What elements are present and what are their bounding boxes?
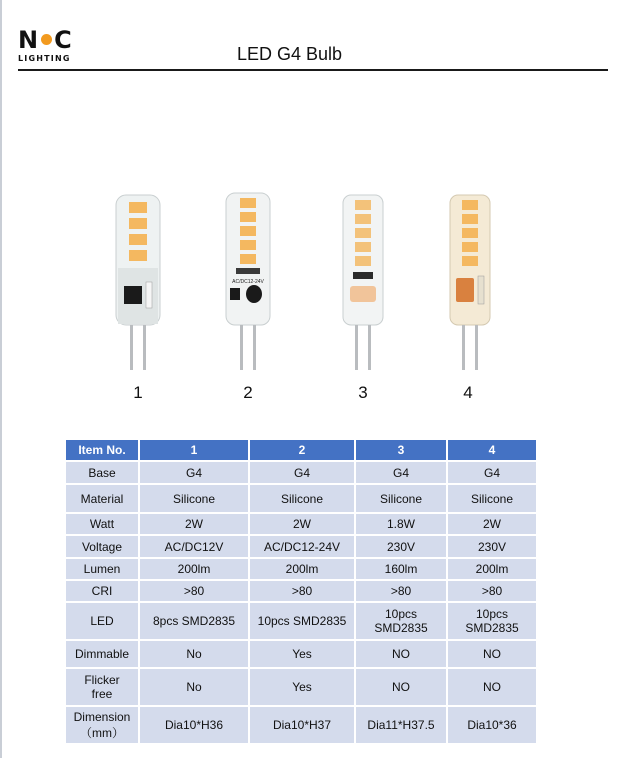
bulb-2-print: AC/DC12-24V xyxy=(232,279,264,285)
table-cell: 10pcs SMD2835 xyxy=(448,603,536,639)
table-cell: 2W xyxy=(250,514,354,534)
table-cell: 2W xyxy=(448,514,536,534)
bulb-image-4 xyxy=(440,190,500,370)
driver-chip-1 xyxy=(124,286,142,304)
table-row xyxy=(66,641,536,667)
header-cell: 4 xyxy=(448,440,536,460)
table-row xyxy=(66,462,536,483)
header-divider xyxy=(18,69,608,71)
table-cell: >80 xyxy=(250,581,354,601)
table-cell: No xyxy=(140,669,248,705)
table-cell: AC/DC12-24V xyxy=(250,536,354,557)
table-cell: 160lm xyxy=(356,559,446,579)
header-cell: 3 xyxy=(356,440,446,460)
table-row xyxy=(66,536,536,557)
table-row xyxy=(66,707,536,743)
table-cell: 200lm xyxy=(448,559,536,579)
table-cell: 230V xyxy=(356,536,446,557)
row-label: Base xyxy=(66,462,138,483)
table-cell: Dia10*H37 xyxy=(250,707,354,743)
logo-letter-c: C xyxy=(54,26,73,54)
spec-table xyxy=(64,438,538,745)
header-cell: 2 xyxy=(250,440,354,460)
table-cell: Silicone xyxy=(448,485,536,512)
logo-dot-icon xyxy=(41,34,52,45)
table-row xyxy=(66,485,536,512)
table-cell: 230V xyxy=(448,536,536,557)
row-label: CRI xyxy=(66,581,138,601)
table-cell: Silicone xyxy=(356,485,446,512)
table-row xyxy=(66,669,536,705)
row-label: Watt xyxy=(66,514,138,534)
table-cell: 2W xyxy=(140,514,248,534)
table-row xyxy=(66,581,536,601)
row-label: Dimension（mm） xyxy=(66,707,138,743)
table-cell: NO xyxy=(448,669,536,705)
table-cell: Silicone xyxy=(140,485,248,512)
row-label: Material xyxy=(66,485,138,512)
bulb-image-1 xyxy=(108,190,168,370)
table-row xyxy=(66,514,536,534)
table-row xyxy=(66,559,536,579)
table-cell: NO xyxy=(356,669,446,705)
bulb-number-4: 4 xyxy=(463,383,473,402)
table-cell: G4 xyxy=(250,462,354,483)
table-cell: G4 xyxy=(140,462,248,483)
table-cell: Dia10*H36 xyxy=(140,707,248,743)
table-cell: G4 xyxy=(448,462,536,483)
row-label: LED xyxy=(66,603,138,639)
table-cell: Silicone xyxy=(250,485,354,512)
noc-lighting-logo xyxy=(18,28,78,66)
row-label: Voltage xyxy=(66,536,138,557)
bulb-image-2 xyxy=(218,190,278,370)
table-cell: NO xyxy=(448,641,536,667)
header-cell: Item No. xyxy=(66,440,138,460)
logo-subtitle: LIGHTING xyxy=(18,54,71,63)
bulb-number-1: 1 xyxy=(133,383,143,402)
header-cell: 1 xyxy=(140,440,248,460)
table-header-row xyxy=(66,440,536,460)
table-cell: >80 xyxy=(448,581,536,601)
table-cell: 1.8W xyxy=(356,514,446,534)
page-title: LED G4 Bulb xyxy=(237,44,343,64)
table-cell: 10pcs SMD2835 xyxy=(356,603,446,639)
logo-mark xyxy=(18,28,78,52)
table-cell: 10pcs SMD2835 xyxy=(250,603,354,639)
bulb-number-2: 2 xyxy=(243,383,253,402)
bulb-number-3: 3 xyxy=(358,383,368,402)
row-label: Lumen xyxy=(66,559,138,579)
row-label: Flicker free xyxy=(66,669,138,705)
table-cell: Dia11*H37.5 xyxy=(356,707,446,743)
bulb-gallery xyxy=(0,180,619,410)
table-cell: Yes xyxy=(250,669,354,705)
logo-letter-n: N xyxy=(18,26,40,54)
row-label: Dimmable xyxy=(66,641,138,667)
table-cell: NO xyxy=(356,641,446,667)
table-cell: AC/DC12V xyxy=(140,536,248,557)
table-cell: No xyxy=(140,641,248,667)
table-cell: 8pcs SMD2835 xyxy=(140,603,248,639)
table-cell: >80 xyxy=(140,581,248,601)
bulb-image-3 xyxy=(333,190,393,370)
table-cell: Dia10*36 xyxy=(448,707,536,743)
table-cell: 200lm xyxy=(140,559,248,579)
table-cell: Yes xyxy=(250,641,354,667)
table-cell: >80 xyxy=(356,581,446,601)
table-cell: G4 xyxy=(356,462,446,483)
table-row xyxy=(66,603,536,639)
table-cell: 200lm xyxy=(250,559,354,579)
